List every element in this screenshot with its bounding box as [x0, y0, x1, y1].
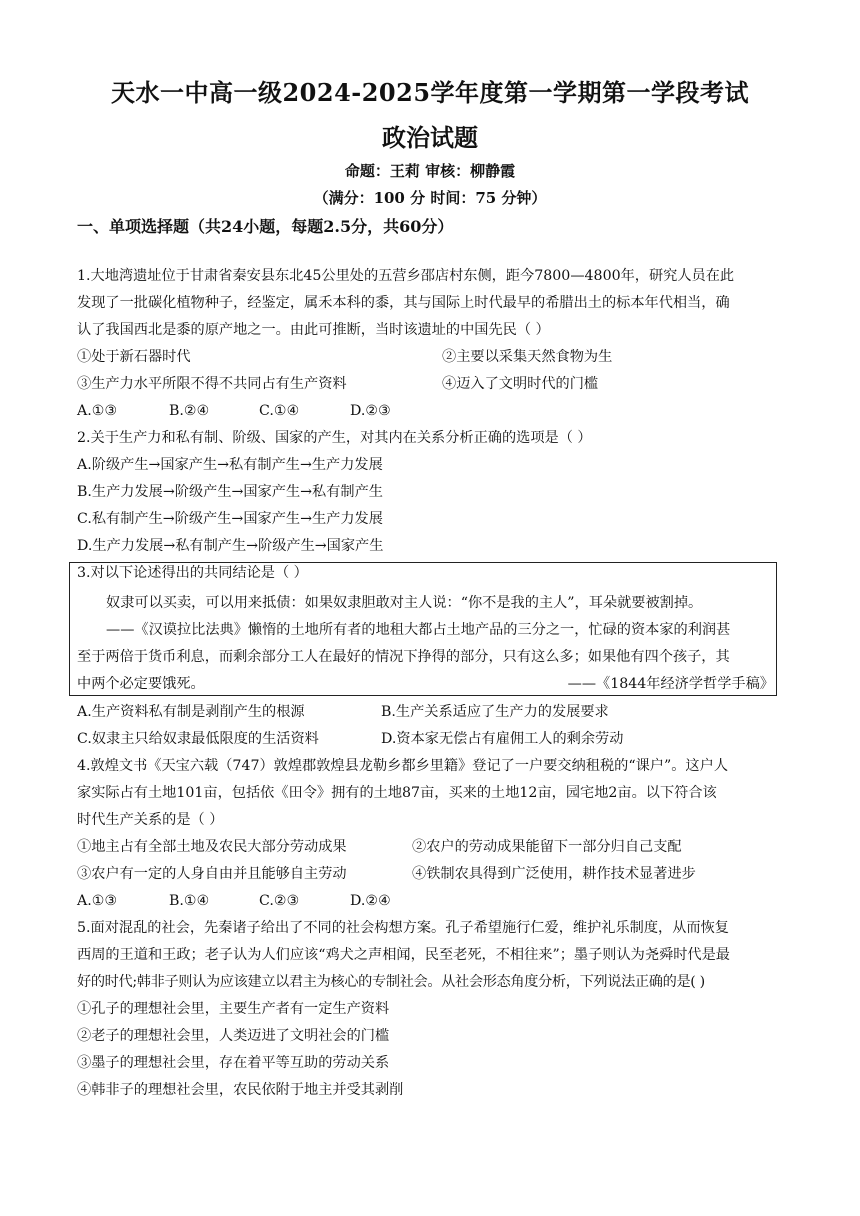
q3-quote-source: ——《1844年经济学哲学手稿》	[567, 676, 774, 692]
q5-statement-4: ④韩非子的理想社会里，农民依附于地主并受其剥削	[77, 1082, 404, 1098]
q1-option-b: B.②④	[169, 403, 210, 419]
authors-line: 命题：王莉 审核：柳静霞	[344, 162, 516, 180]
q1-stem-line1: 1.大地湾遗址位于甘肃省秦安县东北45公里处的五营乡邵店村东侧，距今7800—4800年，研究人员在此	[77, 268, 735, 284]
q4-option-c: C.②③	[259, 893, 300, 909]
q1-statement-3: ③生产力水平所限不得不共同占有生产资料	[77, 376, 347, 392]
section-heading: 一、单项选择题（共24小题，每题2.5分，共60分）	[77, 217, 454, 236]
q4-stem-line3: 时代生产关系的是（ ）	[77, 812, 224, 828]
q1-stem-line3: 认了我国西北是黍的原产地之一。由此可推断，当时该遗址的中国先民（ ）	[77, 322, 550, 338]
q4-statement-4: ④铁制农具得到广泛使用，耕作技术显著进步	[412, 866, 696, 882]
q3-quote-line4: 中两个必定要饿死。	[77, 676, 205, 692]
q3-quote-line1: 奴隶可以买卖，可以用来抵债：如果奴隶胆敢对主人说：“你不是我的主人”，耳朵就要被割掉。	[106, 595, 703, 611]
q5-statement-3: ③墨子的理想社会里，存在着平等互助的劳动关系	[77, 1055, 390, 1071]
q5-stem-line1: 5.面对混乱的社会，先秦诸子给出了不同的社会构想方案。孔子希望施行仁爱，维护礼乐制度，从而恢复	[77, 920, 729, 936]
q5-statement-1: ①孔子的理想社会里，主要生产者有一定生产资料	[77, 1001, 390, 1017]
q4-stem-line1: 4.敦煌文书《天宝六载（747）敦煌郡敦煌县龙勒乡都乡里籍》登记了一户要交纳租税的“课户”。这户人	[77, 758, 729, 774]
q4-option-a: A.①③	[77, 893, 118, 909]
q5-statement-2: ②老子的理想社会里，人类迈进了文明社会的门槛	[77, 1028, 390, 1044]
q4-option-d: D.②④	[350, 893, 391, 909]
exam-title: 天水一中高一级2024-2025学年度第一学期第一学段考试	[110, 78, 750, 107]
q1-option-a: A.①③	[77, 403, 118, 419]
subject-title: 政治试题	[382, 123, 478, 152]
q2-option-b: B.生产力发展→阶级产生→国家产生→私有制产生	[77, 484, 383, 500]
q1-option-c: C.①④	[259, 403, 300, 419]
q2-option-a: A.阶级产生→国家产生→私有制产生→生产力发展	[77, 457, 383, 473]
q2-stem: 2.关于生产力和私有制、阶级、国家的产生，对其内在关系分析正确的选项是（ ）	[77, 430, 592, 446]
q3-option-a: A.生产资料私有制是剥削产生的根源	[77, 704, 305, 720]
q4-stem-line2: 家实际占有土地101亩，包括依《田令》拥有的土地87亩，买来的土地12亩，园宅地2亩。以下符合该	[77, 785, 717, 801]
q5-stem-line3: 好的时代;韩非子则认为应该建立以君主为核心的专制社会。从社会形态角度分析，下列说法正确的是( )	[77, 974, 705, 990]
score-time-info: （满分：100 分 时间：75 分钟）	[313, 189, 547, 207]
q4-statement-3: ③农户有一定的人身自由并且能够自主劳动	[77, 866, 347, 882]
q1-stem-line2: 发现了一批碳化植物种子，经鉴定，属禾本科的黍，其与国际上时代最早的希腊出土的标本年代相当，确	[77, 295, 730, 311]
q1-statement-4: ④迈入了文明时代的门槛	[442, 376, 599, 392]
q2-option-d: D.生产力发展→私有制产生→阶级产生→国家产生	[77, 538, 384, 554]
q3-option-c: C.奴隶主只给奴隶最低限度的生活资料	[77, 731, 319, 747]
q3-quote-line2: ——《汉谟拉比法典》懒惰的土地所有者的地租大都占土地产品的三分之一，忙碌的资本家的利润甚	[106, 622, 731, 638]
q3-option-d: D.资本家无偿占有雇佣工人的剩余劳动	[381, 731, 624, 747]
q3-stem: 3.对以下论述得出的共同结论是（ ）	[77, 565, 308, 581]
q5-stem-line2: 西周的王道和王政；老子认为人们应该“鸡犬之声相闻，民至老死，不相往来”；墨子则认为尧舜时代是最	[77, 947, 730, 963]
q4-statement-1: ①地主占有全部土地及农民大部分劳动成果	[77, 839, 347, 855]
q3-quote-line3: 至于两倍于货币利息，而剩余部分工人在最好的情况下挣得的部分，只有这么多；如果他有四个孩子，其	[77, 649, 730, 665]
q1-statement-1: ①处于新石器时代	[77, 349, 191, 365]
q3-option-b: B.生产关系适应了生产力的发展要求	[381, 704, 609, 720]
q1-statement-2: ②主要以采集天然食物为生	[442, 349, 613, 365]
q4-statement-2: ②农户的劳动成果能留下一部分归自己支配	[412, 839, 682, 855]
q1-option-d: D.②③	[350, 403, 391, 419]
q4-option-b: B.①④	[169, 893, 210, 909]
q2-option-c: C.私有制产生→阶级产生→国家产生→生产力发展	[77, 511, 383, 527]
